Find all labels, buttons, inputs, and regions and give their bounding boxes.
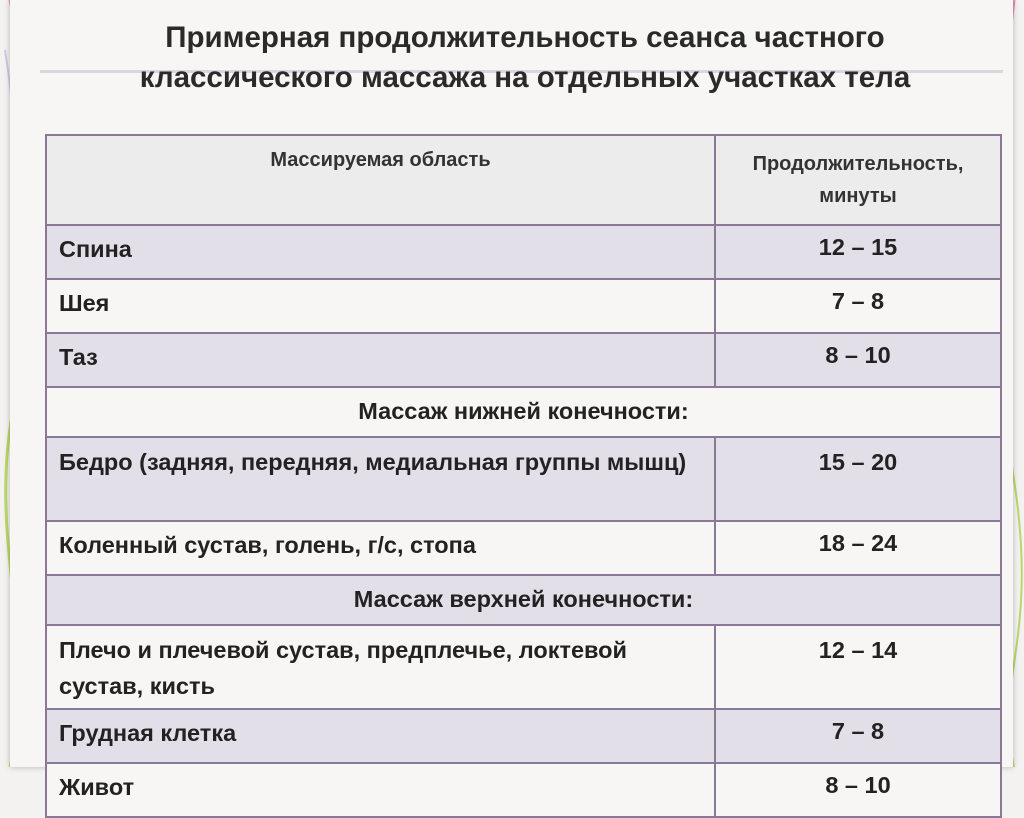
table-row [46, 437, 1001, 521]
table-section-row [46, 387, 1001, 437]
duration-cell: 8 – 10 [715, 763, 1001, 817]
area-cell: Коленный сустав, голень, г/с, стопа [46, 521, 715, 575]
section-label: Массаж верхней конечности: [46, 575, 1001, 625]
duration-cell: 18 – 24 [715, 521, 1001, 575]
slide-title: Примерная продолжительность сеанса частного классического массажа на отдельных участках тела [139, 21, 911, 94]
area-cell: Живот [46, 763, 715, 817]
header-duration: Продолжительность, минуты [715, 135, 1001, 225]
area-cell: Таз [46, 333, 715, 387]
table-section-row [46, 575, 1001, 625]
area-cell: Шея [46, 279, 715, 333]
table-row [46, 763, 1001, 817]
duration-cell: 7 – 8 [715, 709, 1001, 763]
header-area: Массируемая область [46, 135, 715, 225]
duration-table [45, 134, 1002, 818]
table-row [46, 625, 1001, 709]
duration-cell: 8 – 10 [715, 333, 1001, 387]
area-cell: Бедро (задняя, передняя, медиальная группы мышц) [46, 437, 715, 521]
section-label: Массаж нижней конечности: [46, 387, 1001, 437]
table-row [46, 333, 1001, 387]
table-row [46, 279, 1001, 333]
duration-cell: 15 – 20 [715, 437, 1001, 521]
duration-cell: 12 – 14 [715, 625, 1001, 709]
table-row [46, 225, 1001, 279]
table-row [46, 709, 1001, 763]
area-cell: Спина [46, 225, 715, 279]
duration-cell: 7 – 8 [715, 279, 1001, 333]
area-cell: Плечо и плечевой сустав, предплечье, локтевой сустав, кисть [46, 625, 715, 709]
table-header-row [46, 135, 1001, 225]
table-row [46, 521, 1001, 575]
duration-cell: 12 – 15 [715, 225, 1001, 279]
area-cell: Грудная клетка [46, 709, 715, 763]
